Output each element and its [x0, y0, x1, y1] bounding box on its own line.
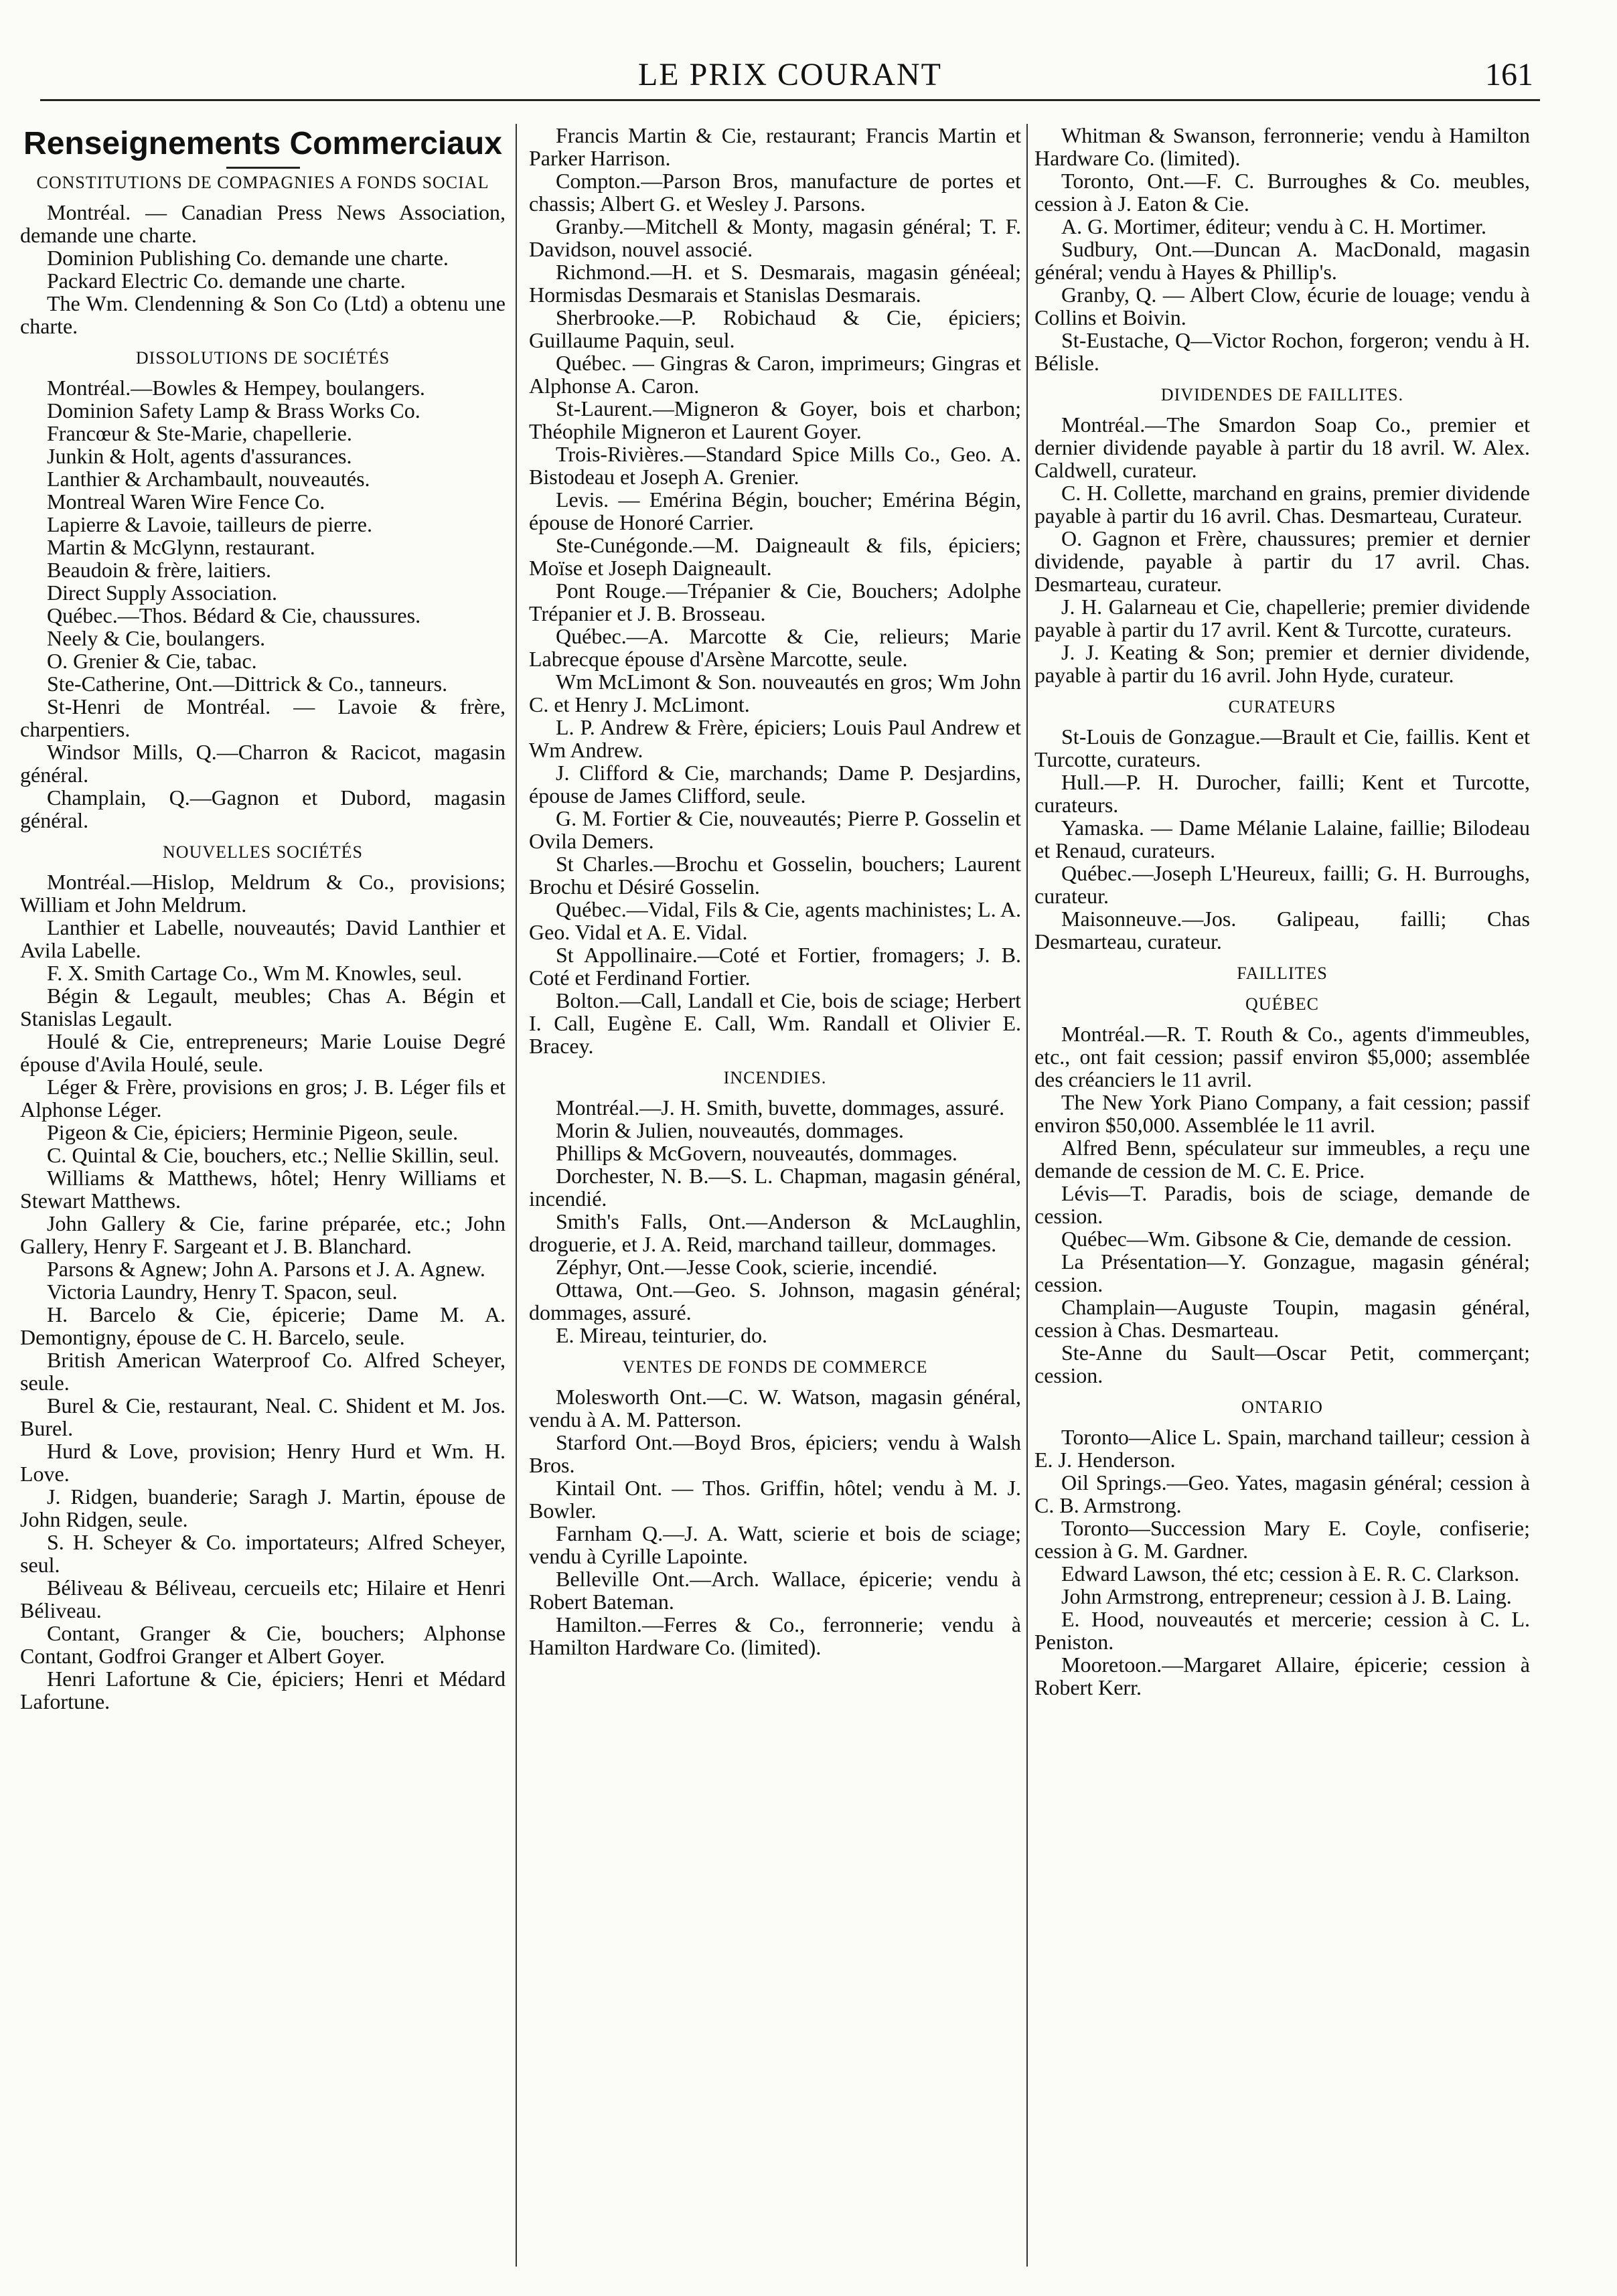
listing-entry: J. H. Galarneau et Cie, chapellerie; premier dividende payable à partir du 17 avril. Kent & Turcotte, curateurs.: [1034, 595, 1530, 641]
listing-entry: O. Gagnon et Frère, chaussures; premier et dernier dividende, payable à partir du 17 avril. Chas. Desmarteau, curateur.: [1034, 526, 1530, 596]
listing-entry: Martin & McGlynn, restaurant.: [47, 535, 315, 559]
listing-entry: St-Laurent.—Migneron & Goyer, bois et charbon; Théophile Migneron et Laurent Goyer.: [529, 396, 1021, 443]
listing-entry: Neely & Cie, boulangers.: [47, 626, 266, 650]
listing-entry: Lanthier et Labelle, nouveautés; David Lanthier et Avila Labelle.: [20, 915, 506, 962]
listing-entry: Lévis—T. Paradis, bois de sciage, demande de cession.: [1034, 1181, 1530, 1228]
listing-entry: Champlain—Auguste Toupin, magasin général, cession à Chas. Desmarteau.: [1034, 1295, 1530, 1342]
section-heading: ONTARIO: [1241, 1397, 1323, 1417]
listing-entry: Dorchester, N. B.—S. L. Chapman, magasin général, incendié.: [529, 1164, 1021, 1211]
listing-entry: Sudbury, Ont.—Duncan A. MacDonald, magasin général; vendu à Hayes & Phillip's.: [1034, 237, 1530, 284]
listing-entry: Zéphyr, Ont.—Jesse Cook, scierie, incendié.: [556, 1255, 938, 1279]
listing-entry: C. Quintal & Cie, bouchers, etc.; Nellie Skillin, seul.: [47, 1143, 499, 1167]
column-divider: [516, 124, 517, 2267]
listing-entry: Victoria Laundry, Henry T. Spacon, seul.: [47, 1280, 398, 1304]
listing-entry: Mooretoon.—Margaret Allaire, épicerie; cession à Robert Kerr.: [1034, 1653, 1530, 1699]
listing-entry: John Gallery & Cie, farine préparée, etc.; John Gallery, Henry F. Sargeant et J. B. Blanchard.: [20, 1211, 506, 1258]
listing-entry: S. H. Scheyer & Co. importateurs; Alfred Scheyer, seul.: [20, 1530, 506, 1577]
listing-entry: Alfred Benn, spéculateur sur immeubles, a reçu une demande de cession de M. C. E. Price.: [1034, 1136, 1530, 1182]
listing-entry: H. Barcelo & Cie, épicerie; Dame M. A. Demontigny, épouse de C. H. Barcelo, seule.: [20, 1302, 506, 1349]
listing-entry: Montréal.—R. T. Routh & Co., agents d'immeubles, etc., ont fait cession; passif environ $5,000; assemblée des créanciers le 11 avril.: [1034, 1022, 1530, 1091]
section-heading: QUÉBEC: [1245, 994, 1319, 1014]
listing-entry: Junkin & Holt, agents d'assurances.: [47, 444, 352, 468]
listing-entry: Francœur & Ste-Marie, chapellerie.: [47, 421, 352, 445]
listing-entry: Granby, Q. — Albert Clow, écurie de louage; vendu à Collins et Boivin.: [1034, 283, 1530, 329]
listing-entry: Sherbrooke.—P. Robichaud & Cie, épiciers; Guillaume Paquin, seul.: [529, 305, 1021, 352]
listing-entry: J. Ridgen, buanderie; Saragh J. Martin, épouse de John Ridgen, seule.: [20, 1484, 506, 1531]
listing-entry: Ste-Anne du Sault—Oscar Petit, commerçant; cession.: [1034, 1341, 1530, 1387]
listing-entry: Lanthier & Archambault, nouveautés.: [47, 467, 370, 491]
listing-entry: St Charles.—Brochu et Gosselin, bouchers; Laurent Brochu et Désiré Gosselin.: [529, 852, 1021, 899]
listing-entry: Richmond.—H. et S. Desmarais, magasin généeal; Hormisdas Desmarais et Stanislas Desmarais.: [529, 260, 1021, 307]
listing-entry: Houlé & Cie, entrepreneurs; Marie Louise Degré épouse d'Avila Houlé, seule.: [20, 1029, 506, 1076]
listing-entry: Kintail Ont. — Thos. Griffin, hôtel; vendu à M. J. Bowler.: [529, 1476, 1021, 1523]
listing-entry: Williams & Matthews, hôtel; Henry Williams et Stewart Matthews.: [20, 1166, 506, 1213]
listing-entry: Trois-Rivières.—Standard Spice Mills Co., Geo. A. Bistodeau et Joseph A. Grenier.: [529, 442, 1021, 489]
listing-entry: Léger & Frère, provisions en gros; J. B. Léger fils et Alphonse Léger.: [20, 1075, 506, 1122]
listing-entry: Québec. — Gingras & Caron, imprimeurs; Gingras et Alphonse A. Caron.: [529, 351, 1021, 398]
listing-entry: Parsons & Agnew; John A. Parsons et J. A. Agnew.: [47, 1257, 485, 1281]
listing-entry: G. M. Fortier & Cie, nouveautés; Pierre P. Gosselin et Ovila Demers.: [529, 806, 1021, 853]
section-heading: NOUVELLES SOCIÉTÉS: [163, 842, 363, 862]
listing-entry: Montréal.—J. H. Smith, buvette, dommages, assuré.: [556, 1095, 1005, 1120]
listing-entry: Morin & Julien, nouveautés, dommages.: [556, 1118, 904, 1142]
listing-entry: St-Louis de Gonzague.—Brault et Cie, faillis. Kent et Turcotte, curateurs.: [1034, 724, 1530, 771]
section-heading: DISSOLUTIONS DE SOCIÉTÉS: [135, 348, 390, 368]
column-divider: [1026, 124, 1028, 2267]
listing-entry: Wm McLimont & Son. nouveautés en gros; Wm John C. et Henry J. McLimont.: [529, 670, 1021, 716]
section-heading: INCENDIES.: [723, 1068, 827, 1087]
masthead-rule: [226, 167, 300, 169]
listing-entry: A. G. Mortimer, éditeur; vendu à C. H. Mortimer.: [1061, 214, 1487, 238]
listing-entry: E. Hood, nouveautés et mercerie; cession à C. L. Peniston.: [1034, 1607, 1530, 1654]
listing-entry: Béliveau & Béliveau, cercueils etc; Hilaire et Henri Béliveau.: [20, 1576, 506, 1622]
listing-entry: Lapierre & Lavoie, tailleurs de pierre.: [47, 512, 372, 536]
listing-entry: Montréal.—Bowles & Hempey, boulangers.: [47, 376, 425, 400]
listing-entry: Maisonneuve.—Jos. Galipeau, failli; Chas Desmarteau, curateur.: [1034, 907, 1530, 953]
listing-entry: Smith's Falls, Ont.—Anderson & McLaughlin, droguerie, et J. A. Reid, marchand tailleur, dommages.: [529, 1209, 1021, 1256]
column-3: [1034, 124, 1530, 2273]
listing-entry: Pigeon & Cie, épiciers; Herminie Pigeon, seule.: [47, 1120, 459, 1144]
header-rule: [40, 99, 1540, 101]
listing-entry: Direct Supply Association.: [47, 581, 277, 605]
section-masthead: Renseignements Commerciaux: [23, 126, 502, 161]
listing-entry: Montréal.—Hislop, Meldrum & Co., provisions; William et John Meldrum.: [20, 870, 506, 917]
listing-entry: Ottawa, Ont.—Geo. S. Johnson, magasin général; dommages, assuré.: [529, 1278, 1021, 1324]
column-1: [20, 124, 506, 2273]
listing-entry: Québec.—Thos. Bédard & Cie, chaussures.: [47, 603, 421, 627]
listing-entry: Québec—Wm. Gibsone & Cie, demande de cession.: [1061, 1227, 1512, 1251]
listing-entry: Montréal.—The Smardon Soap Co., premier et dernier dividende payable à partir du 18 avril. W. Alex. Caldwell, curateur.: [1034, 412, 1530, 482]
listing-entry: Québec.—Vidal, Fils & Cie, agents machinistes; L. A. Geo. Vidal et A. E. Vidal.: [529, 897, 1021, 944]
section-heading: CONSTITUTIONS DE COMPAGNIES A FONDS SOCIAL: [36, 173, 489, 192]
listing-entry: Packard Electric Co. demande une charte.: [47, 269, 406, 293]
listing-entry: Hurd & Love, provision; Henry Hurd et Wm. H. Love.: [20, 1439, 506, 1486]
listing-entry: Francis Martin & Cie, restaurant; Francis Martin et Parker Harrison.: [529, 124, 1021, 170]
listing-entry: Belleville Ont.—Arch. Wallace, épicerie; vendu à Robert Bateman.: [529, 1567, 1021, 1614]
listing-entry: Hull.—P. H. Durocher, failli; Kent et Turcotte, curateurs.: [1034, 770, 1530, 817]
listing-entry: E. Mireau, teinturier, do.: [556, 1323, 767, 1347]
listing-entry: Phillips & McGovern, nouveautés, dommages.: [556, 1141, 957, 1165]
listing-entry: The New York Piano Company, a fait cession; passif environ $50,000. Assemblée le 11 avril.: [1034, 1090, 1530, 1137]
column-2: [529, 124, 1021, 2273]
listing-entry: Yamaska. — Dame Mélanie Lalaine, faillie; Bilodeau et Renaud, curateurs.: [1034, 816, 1530, 862]
listing-entry: Dominion Publishing Co. demande une charte.: [47, 246, 449, 270]
listing-entry: Montréal. — Canadian Press News Association, demande une charte.: [20, 200, 506, 247]
listing-entry: Edward Lawson, thé etc; cession à E. R. C. Clarkson.: [1061, 1561, 1520, 1586]
listing-entry: La Présentation—Y. Gonzague, magasin général; cession.: [1034, 1249, 1530, 1296]
listing-entry: Compton.—Parson Bros, manufacture de portes et chassis; Albert G. et Wesley J. Parsons.: [529, 169, 1021, 216]
listing-entry: C. H. Collette, marchand en grains, premier dividende payable à partir du 16 avril. Chas. Desmarteau, Curateur.: [1034, 481, 1530, 528]
listing-entry: Bolton.—Call, Landall et Cie, bois de sciage; Herbert I. Call, Eugène E. Call, Wm. Randall et Olivier E. Bracey.: [529, 988, 1021, 1058]
listing-entry: Toronto—Succession Mary E. Coyle, confiserie; cession à G. M. Gardner.: [1034, 1516, 1530, 1563]
listing-entry: Windsor Mills, Q.—Charron & Racicot, magasin général.: [20, 740, 506, 787]
listing-entry: Molesworth Ont.—C. W. Watson, magasin général, vendu à A. M. Patterson.: [529, 1385, 1021, 1432]
section-heading: DIVIDENDES DE FAILLITES.: [1160, 385, 1404, 404]
listing-entry: St-Henri de Montréal. — Lavoie & frère, charpentiers.: [20, 694, 506, 741]
listing-entry: St-Eustache, Q—Victor Rochon, forgeron; vendu à H. Bélisle.: [1034, 328, 1530, 375]
listing-entry: Burel & Cie, restaurant, Neal. C. Shident et M. Jos. Burel.: [20, 1393, 506, 1440]
listing-entry: Granby.—Mitchell & Monty, magasin général; T. F. Davidson, nouvel associé.: [529, 214, 1021, 261]
listing-entry: F. X. Smith Cartage Co., Wm M. Knowles, seul.: [47, 961, 462, 985]
section-heading: VENTES DE FONDS DE COMMERCE: [622, 1357, 928, 1377]
listing-entry: Toronto, Ont.—F. C. Burroughes & Co. meubles, cession à J. Eaton & Cie.: [1034, 169, 1530, 216]
listing-entry: L. P. Andrew & Frère, épiciers; Louis Paul Andrew et Wm Andrew.: [529, 715, 1021, 762]
page-number: 161: [1485, 57, 1533, 92]
listing-entry: Bégin & Legault, meubles; Chas A. Bégin et Stanislas Legault.: [20, 984, 506, 1030]
listing-entry: Hamilton.—Ferres & Co., ferronnerie; vendu à Hamilton Hardware Co. (limited).: [529, 1612, 1021, 1659]
listing-entry: Toronto—Alice L. Spain, marchand tailleur; cession à E. J. Henderson.: [1034, 1425, 1530, 1472]
listing-entry: St Appollinaire.—Coté et Fortier, fromagers; J. B. Coté et Ferdinand Fortier.: [529, 943, 1021, 990]
listing-entry: The Wm. Clendenning & Son Co (Ltd) a obtenu une charte.: [20, 291, 506, 338]
listing-entry: O. Grenier & Cie, tabac.: [47, 649, 257, 673]
listing-entry: Starford Ont.—Boyd Bros, épiciers; vendu à Walsh Bros.: [529, 1430, 1021, 1477]
listing-entry: Québec.—A. Marcotte & Cie, relieurs; Marie Labrecque épouse d'Arsène Marcotte, seule.: [529, 624, 1021, 671]
listing-entry: Farnham Q.—J. A. Watt, scierie et bois de sciage; vendu à Cyrille Lapointe.: [529, 1521, 1021, 1568]
listing-entry: Montreal Waren Wire Fence Co.: [47, 489, 325, 514]
listing-entry: J. Clifford & Cie, marchands; Dame P. Desjardins, épouse de James Clifford, seule.: [529, 761, 1021, 808]
listing-entry: Pont Rouge.—Trépanier & Cie, Bouchers; Adolphe Trépanier et J. B. Brosseau.: [529, 579, 1021, 625]
listing-entry: J. J. Keating & Son; premier et dernier dividende, payable à partir du 16 avril. John Hyde, curateur.: [1034, 640, 1530, 687]
listing-entry: Champlain, Q.—Gagnon et Dubord, magasin général.: [20, 785, 506, 832]
listing-entry: Whitman & Swanson, ferronnerie; vendu à Hamilton Hardware Co. (limited).: [1034, 124, 1530, 170]
listing-entry: British American Waterproof Co. Alfred Scheyer, seule.: [20, 1348, 506, 1395]
listing-entry: Contant, Granger & Cie, bouchers; Alphonse Contant, Godfroi Granger et Albert Goyer.: [20, 1621, 506, 1668]
section-heading: FAILLITES: [1237, 964, 1328, 983]
page-header: [40, 47, 1540, 104]
listing-entry: Henri Lafortune & Cie, épiciers; Henri et Médard Lafortune.: [20, 1667, 506, 1713]
running-title: LE PRIX COURANT: [637, 57, 942, 92]
listing-entry: Québec.—Joseph L'Heureux, failli; G. H. Burroughs, curateur.: [1034, 861, 1530, 908]
listing-entry: Ste-Cunégonde.—M. Daigneault & fils, épiciers; Moïse et Joseph Daigneault.: [529, 533, 1021, 580]
listing-entry: Oil Springs.—Geo. Yates, magasin général; cession à C. B. Armstrong.: [1034, 1470, 1530, 1517]
listing-entry: Levis. — Emérina Bégin, boucher; Emérina Bégin, épouse de Honoré Carrier.: [529, 487, 1021, 534]
section-heading: CURATEURS: [1228, 697, 1336, 716]
listing-entry: Ste-Catherine, Ont.—Dittrick & Co., tanneurs.: [47, 672, 448, 696]
listing-entry: John Armstrong, entrepreneur; cession à J. B. Laing.: [1061, 1584, 1512, 1608]
listing-entry: Dominion Safety Lamp & Brass Works Co.: [47, 398, 420, 423]
listing-entry: Beaudoin & frère, laitiers.: [47, 558, 271, 582]
